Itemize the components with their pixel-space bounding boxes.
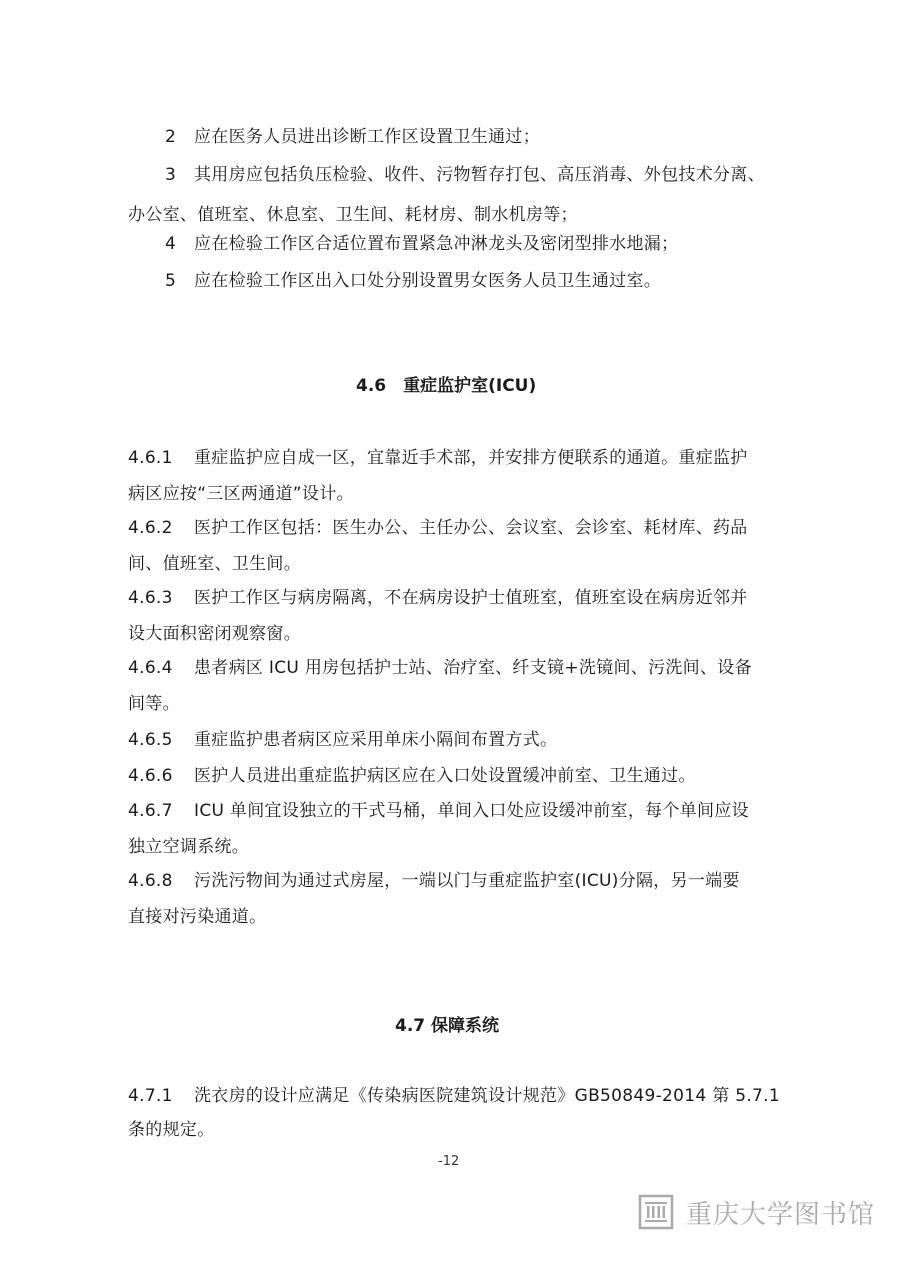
clause-text: 患者病区 ICU 用房包括护士站、治疗室、纤支镜+洗镜间、污洗间、设备 <box>194 658 752 678</box>
clause-number: 4.6.8 <box>128 871 173 891</box>
watermark <box>638 1192 875 1232</box>
clause-text: 污洗污物间为通过式房屋，一端以门与重症监护室(ICU)分隔，另一端要 <box>194 871 740 891</box>
list-item-text: 应在检验工作区出入口处分别设置男女医务人员卫生通过室。 <box>194 271 662 291</box>
clause-number: 4.6.6 <box>128 766 173 786</box>
clause-text-continued: 条的规定。 <box>128 1120 215 1140</box>
clause-text: 洗衣房的设计应满足《传染病医院建筑设计规范》GB50849-2014 第 5.7.1 <box>194 1086 780 1106</box>
section-heading-4-7: 4.7 保障系统 <box>395 1016 500 1036</box>
clause-text: 医护人员进出重症监护病区应在入口处设置缓冲前室、卫生通过。 <box>194 766 696 786</box>
clause-number: 4.6.2 <box>128 518 173 538</box>
clause-number: 4.6.4 <box>128 658 173 678</box>
clause-text: 医护工作区与病房隔离，不在病房设护士值班室，值班室设在病房近邻并 <box>194 588 748 608</box>
watermark-text: 重庆大学图书馆 <box>686 1199 876 1230</box>
clause-number: 4.6.3 <box>128 588 173 608</box>
clause-text-continued: 直接对污染通道。 <box>128 907 267 927</box>
clause-number: 4.6.7 <box>128 801 173 821</box>
list-item-number: 3 <box>165 165 177 185</box>
clause-text: 重症监护应自成一区，宜靠近手术部，并安排方便联系的通道。重症监护 <box>194 448 748 468</box>
clause-number: 4.6.5 <box>128 730 173 750</box>
clause-text-continued: 设大面积密闭观察窗。 <box>128 624 301 644</box>
clause-text-continued: 独立空调系统。 <box>128 837 250 857</box>
list-item-text: 应在医务人员进出诊断工作区设置卫生通过； <box>194 127 540 147</box>
page-number: -12 <box>438 1154 460 1169</box>
clause-text: 医护工作区包括：医生办公、主任办公、会议室、会诊室、耗材库、药品 <box>194 518 748 538</box>
clause-text-continued: 间等。 <box>128 694 180 714</box>
list-item-number: 5 <box>165 271 177 291</box>
list-item-text-continued: 办公室、值班室、休息室、卫生间、耗材房、制水机房等； <box>128 205 578 225</box>
list-item-text: 其用房应包括负压检验、收件、污物暂存打包、高压消毒、外包技术分离、 <box>194 165 765 185</box>
clause-text-continued: 病区应按“三区两通道”设计。 <box>128 484 354 504</box>
list-item-text: 应在检验工作区合适位置布置紧急冲淋龙头及密闭型排水地漏； <box>194 234 679 254</box>
list-item-number: 2 <box>165 127 177 147</box>
list-item-number: 4 <box>165 234 177 254</box>
clause-text: 重症监护患者病区应采用单床小隔间布置方式。 <box>194 730 558 750</box>
clause-number: 4.6.1 <box>128 448 173 468</box>
clause-number: 4.7.1 <box>128 1086 173 1106</box>
clause-text: ICU 单间宜设独立的干式马桶，单间入口处应设缓冲前室，每个单间应设 <box>194 801 749 821</box>
library-logo-icon <box>638 1194 674 1230</box>
clause-text-continued: 间、值班室、卫生间。 <box>128 554 301 574</box>
section-heading-4-6: 4.6 重症监护室(ICU) <box>356 376 537 396</box>
